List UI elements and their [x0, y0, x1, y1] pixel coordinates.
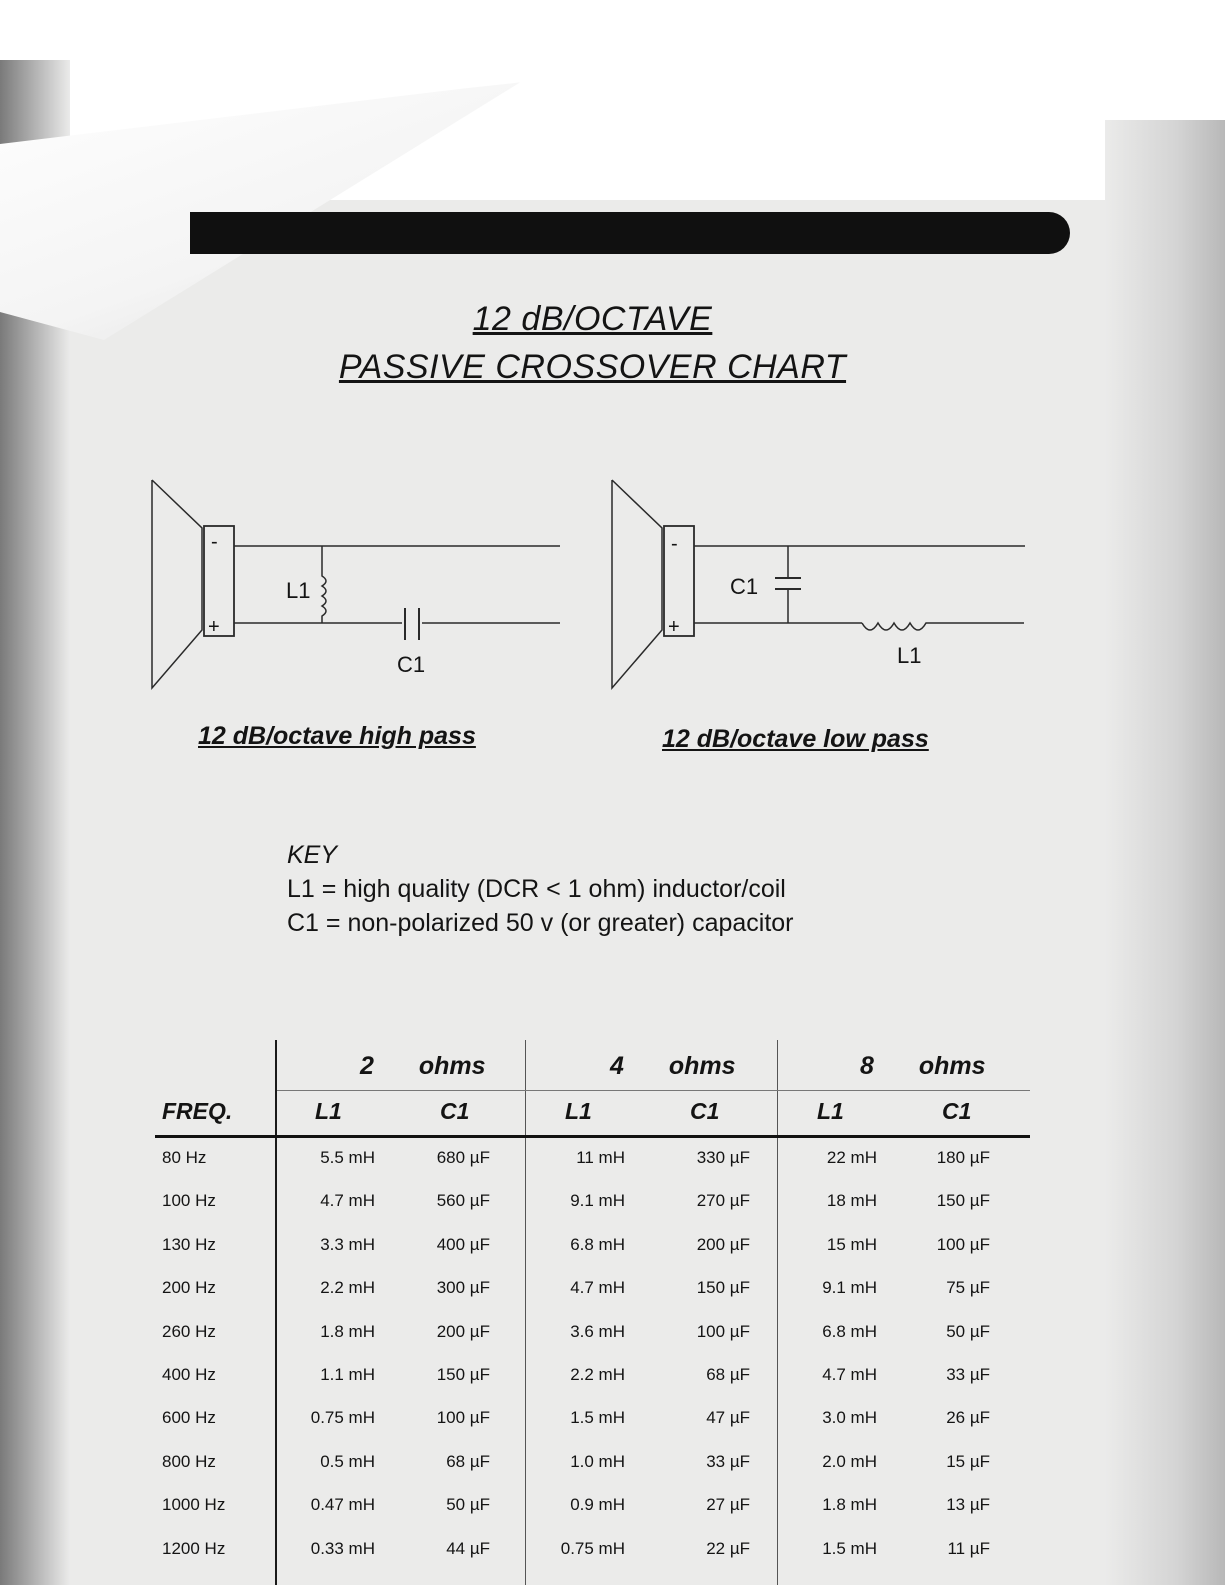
terminal-plus: + [668, 616, 680, 638]
cell-4ohm-l1: 6.8 mH [570, 1234, 625, 1254]
label-l1: L1 [286, 578, 311, 603]
cell-8ohm-l1: 15 mH [826, 1234, 877, 1254]
group-4-ohms [610, 1052, 736, 1081]
speaker-cone [152, 480, 202, 688]
cell-4ohm-l1: 1.0 mH [570, 1451, 625, 1471]
key-title: KEY [287, 841, 338, 869]
cell-8ohm-c1: 33 µF [946, 1365, 990, 1384]
table-row [155, 1452, 1030, 1482]
chart-title-line2: PASSIVE CROSSOVER CHART [338, 348, 847, 386]
cell-4ohm-c1: 150 µF [696, 1278, 750, 1298]
inductor-l1 [862, 623, 1024, 630]
group-8-ohms-num: 8 [860, 1052, 874, 1080]
cell-8ohm-c1: 50 µF [946, 1321, 990, 1341]
cell-2ohm-c1: 44 µF [446, 1538, 490, 1558]
cell-8ohm-c1: 15 µF [946, 1451, 990, 1471]
cell-2ohm-c1: 68 µF [446, 1451, 490, 1471]
label-l1: L1 [897, 643, 922, 668]
terminal-minus: - [211, 531, 218, 553]
cell-2ohm-c1: 560 µF [436, 1191, 490, 1211]
cell-2ohm-l1: 5.5 mH [320, 1148, 375, 1167]
cell-8ohm-c1: 11 µF [947, 1538, 990, 1558]
cell-freq: 400 Hz [162, 1365, 216, 1384]
high-pass-diagram [140, 470, 570, 700]
table-row [155, 1235, 1030, 1265]
cell-freq: 800 Hz [162, 1451, 216, 1471]
cell-2ohm-c1: 100 µF [436, 1408, 490, 1428]
cell-2ohm-c1: 400 µF [436, 1234, 490, 1254]
cell-4ohm-l1: 11 mH [576, 1148, 625, 1167]
table-row [155, 1148, 1030, 1178]
header-4ohm-l1: L1 [565, 1098, 592, 1124]
cell-freq: 1200 Hz [162, 1538, 226, 1558]
cell-2ohm-c1: 300 µF [436, 1278, 490, 1298]
cell-2ohm-l1: 0.75 mH [310, 1408, 375, 1428]
cell-8ohm-l1: 9.1 mH [822, 1278, 877, 1298]
cell-4ohm-l1: 0.9 mH [570, 1495, 625, 1515]
terminal-plus: + [208, 616, 220, 638]
header-2ohm-c1: C1 [440, 1098, 470, 1124]
cell-4ohm-c1: 22 µF [706, 1538, 750, 1558]
group-8-ohms [860, 1052, 986, 1081]
cell-4ohm-c1: 47 µF [706, 1408, 750, 1428]
terminal-minus: - [671, 533, 678, 555]
key-c1: C1 = non-polarized 50 v (or greater) capacitor [287, 909, 794, 937]
cell-4ohm-l1: 4.7 mH [570, 1278, 625, 1298]
cell-2ohm-c1: 150 µF [436, 1365, 490, 1384]
header-rule [155, 1135, 1030, 1138]
cell-freq: 1000 Hz [162, 1495, 226, 1515]
label-c1: C1 [397, 652, 426, 677]
cell-8ohm-c1: 75 µF [946, 1278, 990, 1298]
cell-8ohm-l1: 22 mH [826, 1148, 877, 1167]
table-row [155, 1278, 1030, 1308]
cell-4ohm-l1: 2.2 mH [570, 1365, 625, 1384]
cell-8ohm-l1: 1.5 mH [822, 1538, 877, 1558]
cell-4ohm-c1: 68 µF [706, 1365, 750, 1384]
cell-4ohm-c1: 27 µF [706, 1495, 750, 1515]
group-2-ohms [360, 1052, 486, 1081]
table-row [155, 1191, 1030, 1221]
page-right-shadow [1105, 120, 1225, 1585]
inductor-l1 [322, 546, 326, 623]
cell-freq: 80 Hz [162, 1148, 207, 1167]
cell-8ohm-l1: 4.7 mH [822, 1365, 877, 1384]
cell-2ohm-l1: 0.5 mH [320, 1451, 375, 1471]
group-4-ohms-num: 4 [610, 1052, 624, 1080]
chart-title-line1: 12 dB/OCTAVE [472, 300, 713, 338]
cell-8ohm-l1: 6.8 mH [822, 1321, 877, 1341]
table-row [155, 1495, 1030, 1525]
cell-4ohm-c1: 100 µF [696, 1321, 750, 1341]
cell-8ohm-c1: 100 µF [936, 1234, 990, 1254]
group-8-ohms-unit: ohms [918, 1052, 986, 1080]
cell-8ohm-c1: 26 µF [946, 1408, 990, 1428]
group-4-ohms-unit: ohms [668, 1052, 736, 1080]
table-row [155, 1539, 1030, 1569]
header-band [190, 212, 1070, 254]
cell-8ohm-l1: 2.0 mH [822, 1451, 877, 1471]
header-4ohm-c1: C1 [690, 1098, 720, 1124]
cell-freq: 260 Hz [162, 1321, 216, 1341]
cell-2ohm-l1: 1.8 mH [320, 1321, 375, 1341]
cell-2ohm-l1: 2.2 mH [320, 1278, 375, 1298]
cell-freq: 130 Hz [162, 1234, 216, 1254]
group-2-ohms-unit: ohms [418, 1052, 486, 1080]
cell-8ohm-l1: 3.0 mH [822, 1408, 877, 1428]
cell-4ohm-c1: 200 µF [696, 1234, 750, 1254]
cell-2ohm-l1: 1.1 mH [320, 1365, 375, 1384]
cell-2ohm-l1: 4.7 mH [320, 1191, 375, 1211]
cell-4ohm-c1: 270 µF [696, 1191, 750, 1211]
cell-8ohm-c1: 150 µF [936, 1191, 990, 1211]
label-c1: C1 [730, 574, 759, 599]
cell-8ohm-c1: 180 µF [936, 1148, 990, 1167]
table-row [155, 1322, 1030, 1352]
group-header-rule [277, 1090, 1030, 1091]
cell-2ohm-c1: 200 µF [436, 1321, 490, 1341]
table-row [155, 1408, 1030, 1438]
cell-2ohm-c1: 50 µF [446, 1495, 490, 1515]
cell-8ohm-l1: 18 mH [826, 1191, 877, 1211]
cell-4ohm-c1: 33 µF [706, 1451, 750, 1471]
cell-freq: 600 Hz [162, 1408, 216, 1428]
low-pass-caption: 12 dB/octave low pass [662, 725, 929, 753]
cell-4ohm-l1: 1.5 mH [570, 1408, 625, 1428]
cell-2ohm-l1: 0.33 mH [310, 1538, 375, 1558]
cell-4ohm-l1: 3.6 mH [570, 1321, 625, 1341]
cell-2ohm-l1: 3.3 mH [320, 1234, 375, 1254]
low-pass-diagram [600, 470, 1030, 700]
header-freq: FREQ. [162, 1098, 233, 1124]
cell-freq: 200 Hz [162, 1278, 216, 1298]
cell-2ohm-c1: 680 µF [436, 1148, 490, 1167]
key-l1: L1 = high quality (DCR < 1 ohm) inductor/coil [287, 875, 786, 903]
cell-8ohm-l1: 1.8 mH [822, 1495, 877, 1515]
header-8ohm-c1: C1 [942, 1098, 972, 1124]
high-pass-caption: 12 dB/octave high pass [198, 722, 476, 750]
cell-2ohm-l1: 0.47 mH [310, 1495, 375, 1515]
header-8ohm-l1: L1 [817, 1098, 844, 1124]
key-section [287, 838, 794, 940]
cell-4ohm-c1: 330 µF [696, 1148, 750, 1167]
cell-freq: 100 Hz [162, 1191, 216, 1211]
group-2-ohms-num: 2 [360, 1052, 374, 1080]
speaker-cone [612, 480, 662, 688]
cell-4ohm-l1: 9.1 mH [570, 1191, 625, 1211]
header-2ohm-l1: L1 [315, 1098, 342, 1124]
crossover-table [155, 1040, 1030, 1585]
cell-8ohm-c1: 13 µF [946, 1495, 990, 1515]
cell-4ohm-l1: 0.75 mH [560, 1538, 625, 1558]
table-row [155, 1365, 1030, 1395]
